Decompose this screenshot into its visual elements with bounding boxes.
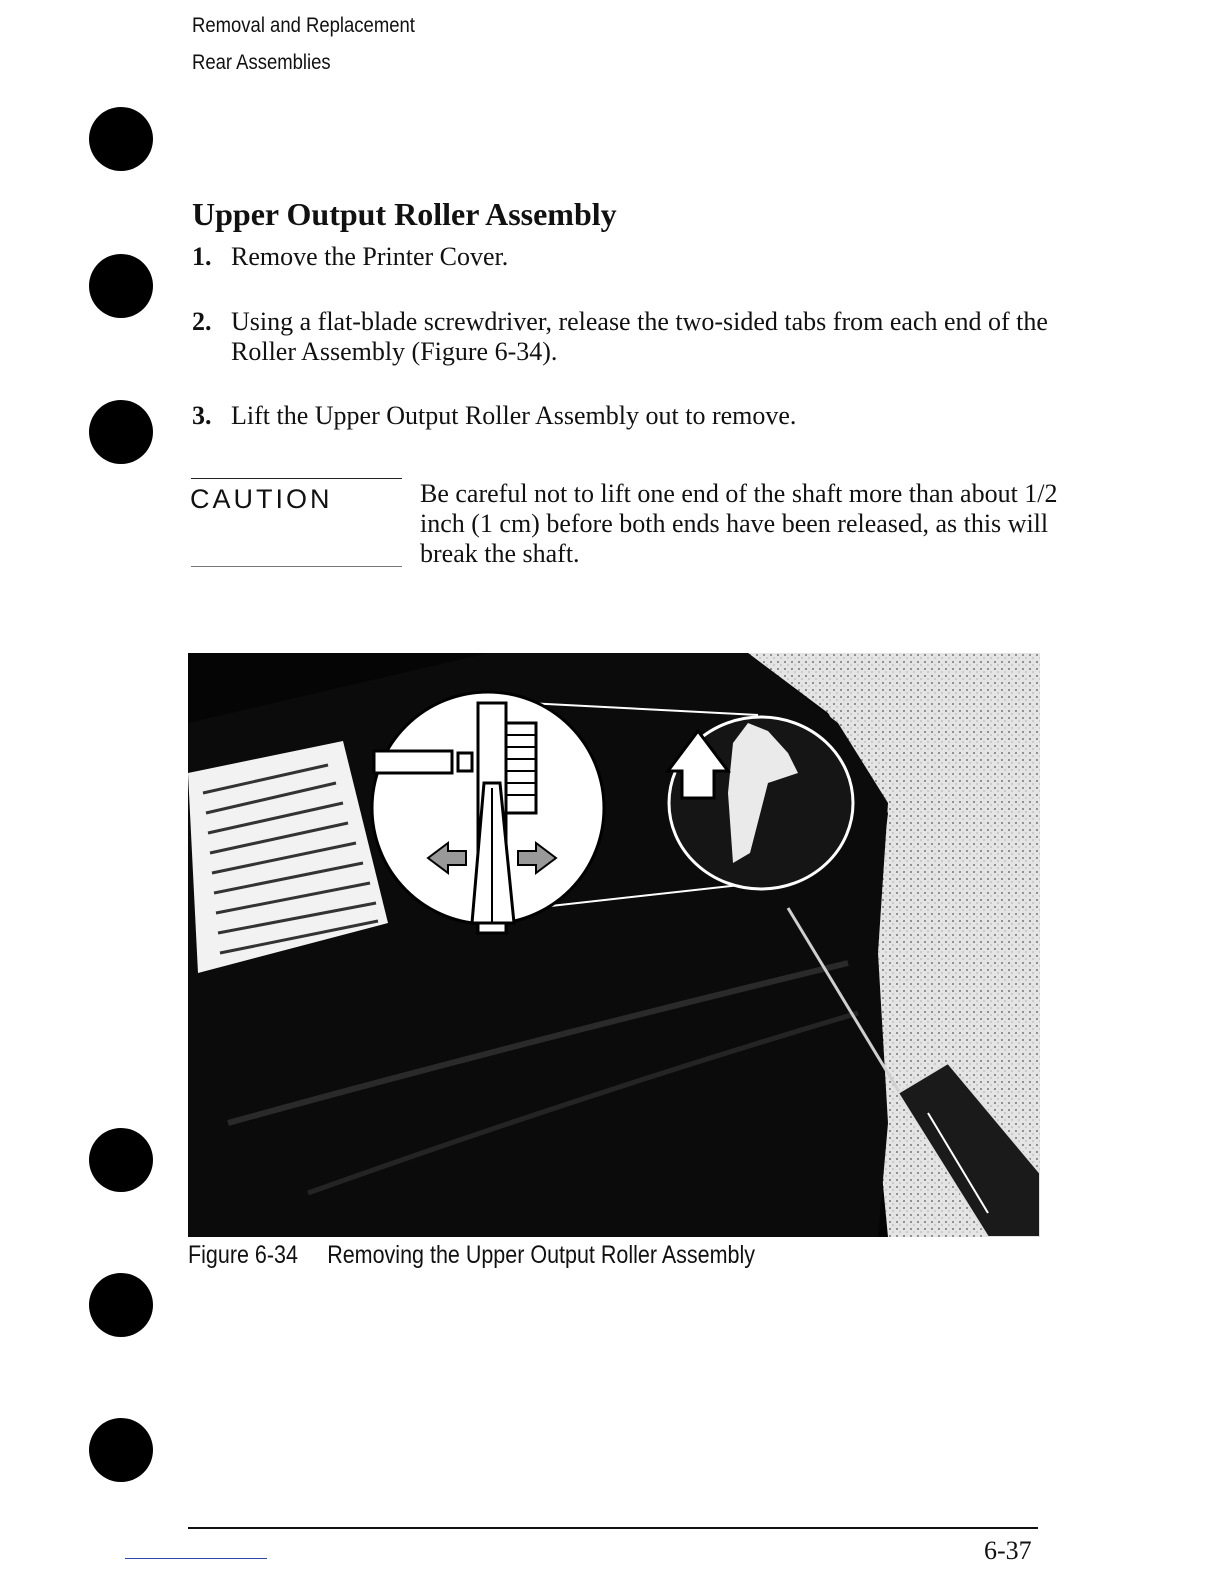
- caution-rule-top: [191, 478, 402, 479]
- page-title: Upper Output Roller Assembly: [192, 196, 617, 232]
- figure-caption-text: Removing the Upper Output Roller Assembly: [327, 1241, 756, 1269]
- header-chapter: Removal and Replacement: [192, 14, 415, 37]
- step-text: Using a flat-blade screwdriver, release the two-sided tabs from each end of the Roller Assembly (Figure 6-34).: [231, 307, 1048, 366]
- caution-label: CAUTION: [190, 484, 333, 514]
- step-number: 2.: [192, 307, 212, 336]
- figure-number: Figure 6-34: [188, 1241, 298, 1269]
- caution-text: Be careful not to lift one end of the shaft more than about 1/2 inch (1 cm) before both ends have been released, as this will break the shaft.: [420, 479, 1058, 568]
- binder-hole: [89, 1418, 153, 1482]
- step-text: Remove the Printer Cover.: [231, 242, 509, 271]
- page-number: 6-37: [984, 1536, 1032, 1565]
- step-number: 1.: [192, 242, 212, 271]
- step-text: Lift the Upper Output Roller Assembly out to remove.: [231, 401, 797, 430]
- footer-rule: [188, 1527, 1038, 1529]
- binder-hole: [89, 400, 153, 464]
- caution-rule-bottom: [191, 566, 402, 567]
- step-item: [192, 401, 1052, 431]
- binder-hole: [89, 1273, 153, 1337]
- figure-photo: [188, 653, 1040, 1237]
- step-number: 3.: [192, 401, 212, 430]
- binder-hole: [89, 254, 153, 318]
- step-item: [192, 307, 1052, 367]
- step-item: [192, 242, 1052, 272]
- bottom-divider: [125, 1558, 267, 1559]
- binder-hole: [89, 107, 153, 171]
- figure-caption: [188, 1241, 755, 1270]
- binder-hole: [89, 1128, 153, 1192]
- header-section: Rear Assemblies: [192, 51, 331, 74]
